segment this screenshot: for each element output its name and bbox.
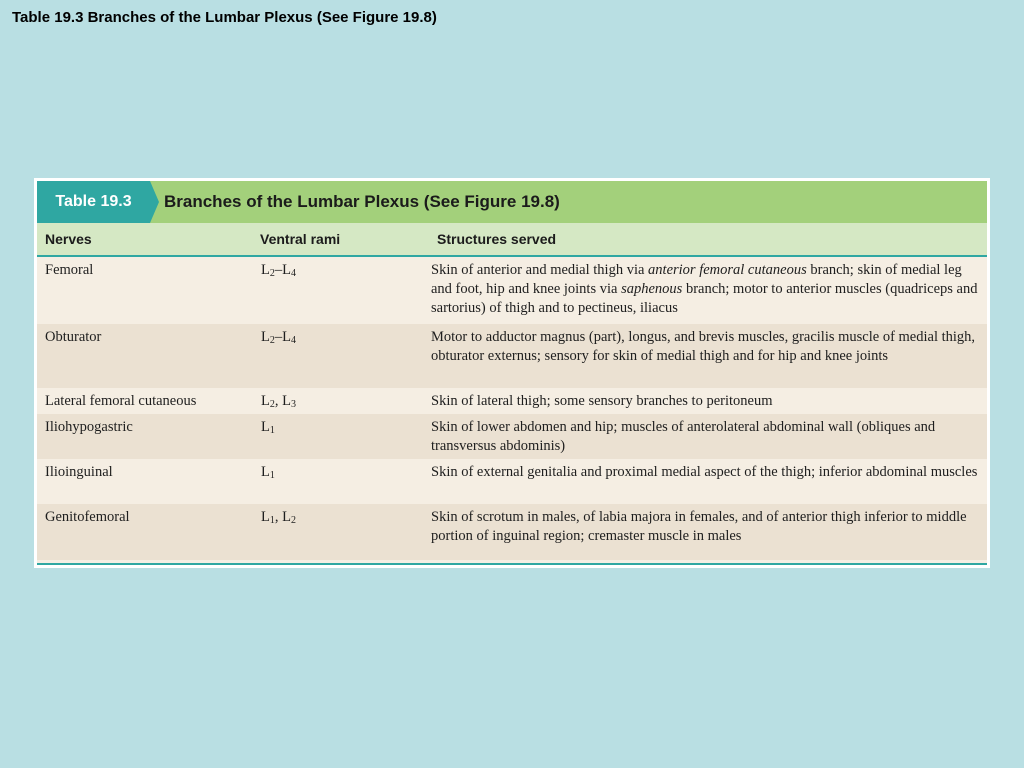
structures-served: Skin of external genitalia and proximal medial aspect of the thigh; inferior abdominal muscles — [431, 464, 978, 480]
table-body — [37, 181, 987, 565]
lumbar-plexus-table — [34, 178, 990, 568]
nerve-name: Genitofemoral — [45, 509, 130, 525]
nerve-name: Obturator — [45, 329, 102, 345]
table-row — [37, 257, 987, 324]
ventral-rami: $L_2-L_4$ — [261, 262, 296, 279]
structures-served: Skin of anterior and medial thigh via anterior femoral cutaneous branch; skin of medial leg and foot, hip and knee joints via saphenous branch; motor to anterior muscles (quadriceps and sartorius) of thigh and to pectineus, iliacus — [431, 262, 978, 316]
header-ventral-rami: Ventral rami — [260, 231, 341, 247]
slide-title: Table 19.3 Branches of the Lumbar Plexus (See Figure 19.8) — [12, 9, 437, 26]
nerve-name: Lateral femoral cutaneous — [45, 393, 197, 409]
table-row — [37, 414, 987, 459]
ventral-rami: $L_1$, $L_2$ — [261, 509, 296, 526]
table-row — [37, 504, 987, 560]
nerve-name: Iliohypogastric — [45, 419, 133, 435]
structures-served: Skin of lateral thigh; some sensory branches to peritoneum — [431, 393, 773, 409]
nerve-name: Ilioinguinal — [45, 464, 113, 480]
structures-served: Motor to adductor magnus (part), longus, and brevis muscles, gracilis muscle of medial thigh, obturator externus; sensory for skin of medial thigh and for hip and knee joints — [431, 329, 976, 364]
structures-served: Skin of lower abdomen and hip; muscles of anterolateral abdominal wall (obliques and transversus abdominis) — [431, 419, 936, 454]
nerve-name: Femoral — [45, 262, 94, 278]
table-header-row — [37, 223, 987, 257]
ventral-rami: $L_2-L_4$ — [261, 329, 296, 346]
ventral-rami: $L_2$, $L_3$ — [261, 393, 296, 410]
header-structures-served: Structures served — [437, 231, 557, 247]
table-bottom-rule — [37, 563, 987, 565]
table-row — [37, 324, 987, 388]
structures-served: Skin of scrotum in males, of labia majora in females, and of anterior thigh inferior to middle portion of inguinal region; cremaster muscle in males — [431, 509, 967, 544]
table-number-tag: Table 19.3 — [37, 181, 150, 223]
table-title: Branches of the Lumbar Plexus (See Figure 19.8) — [164, 192, 560, 211]
ventral-rami: $L_1$ — [261, 419, 275, 436]
table-row — [37, 388, 987, 414]
ventral-rami: $L_1$ — [261, 464, 275, 481]
header-nerves: Nerves — [45, 231, 92, 247]
table-title-band — [37, 181, 987, 223]
table-row — [37, 459, 987, 504]
